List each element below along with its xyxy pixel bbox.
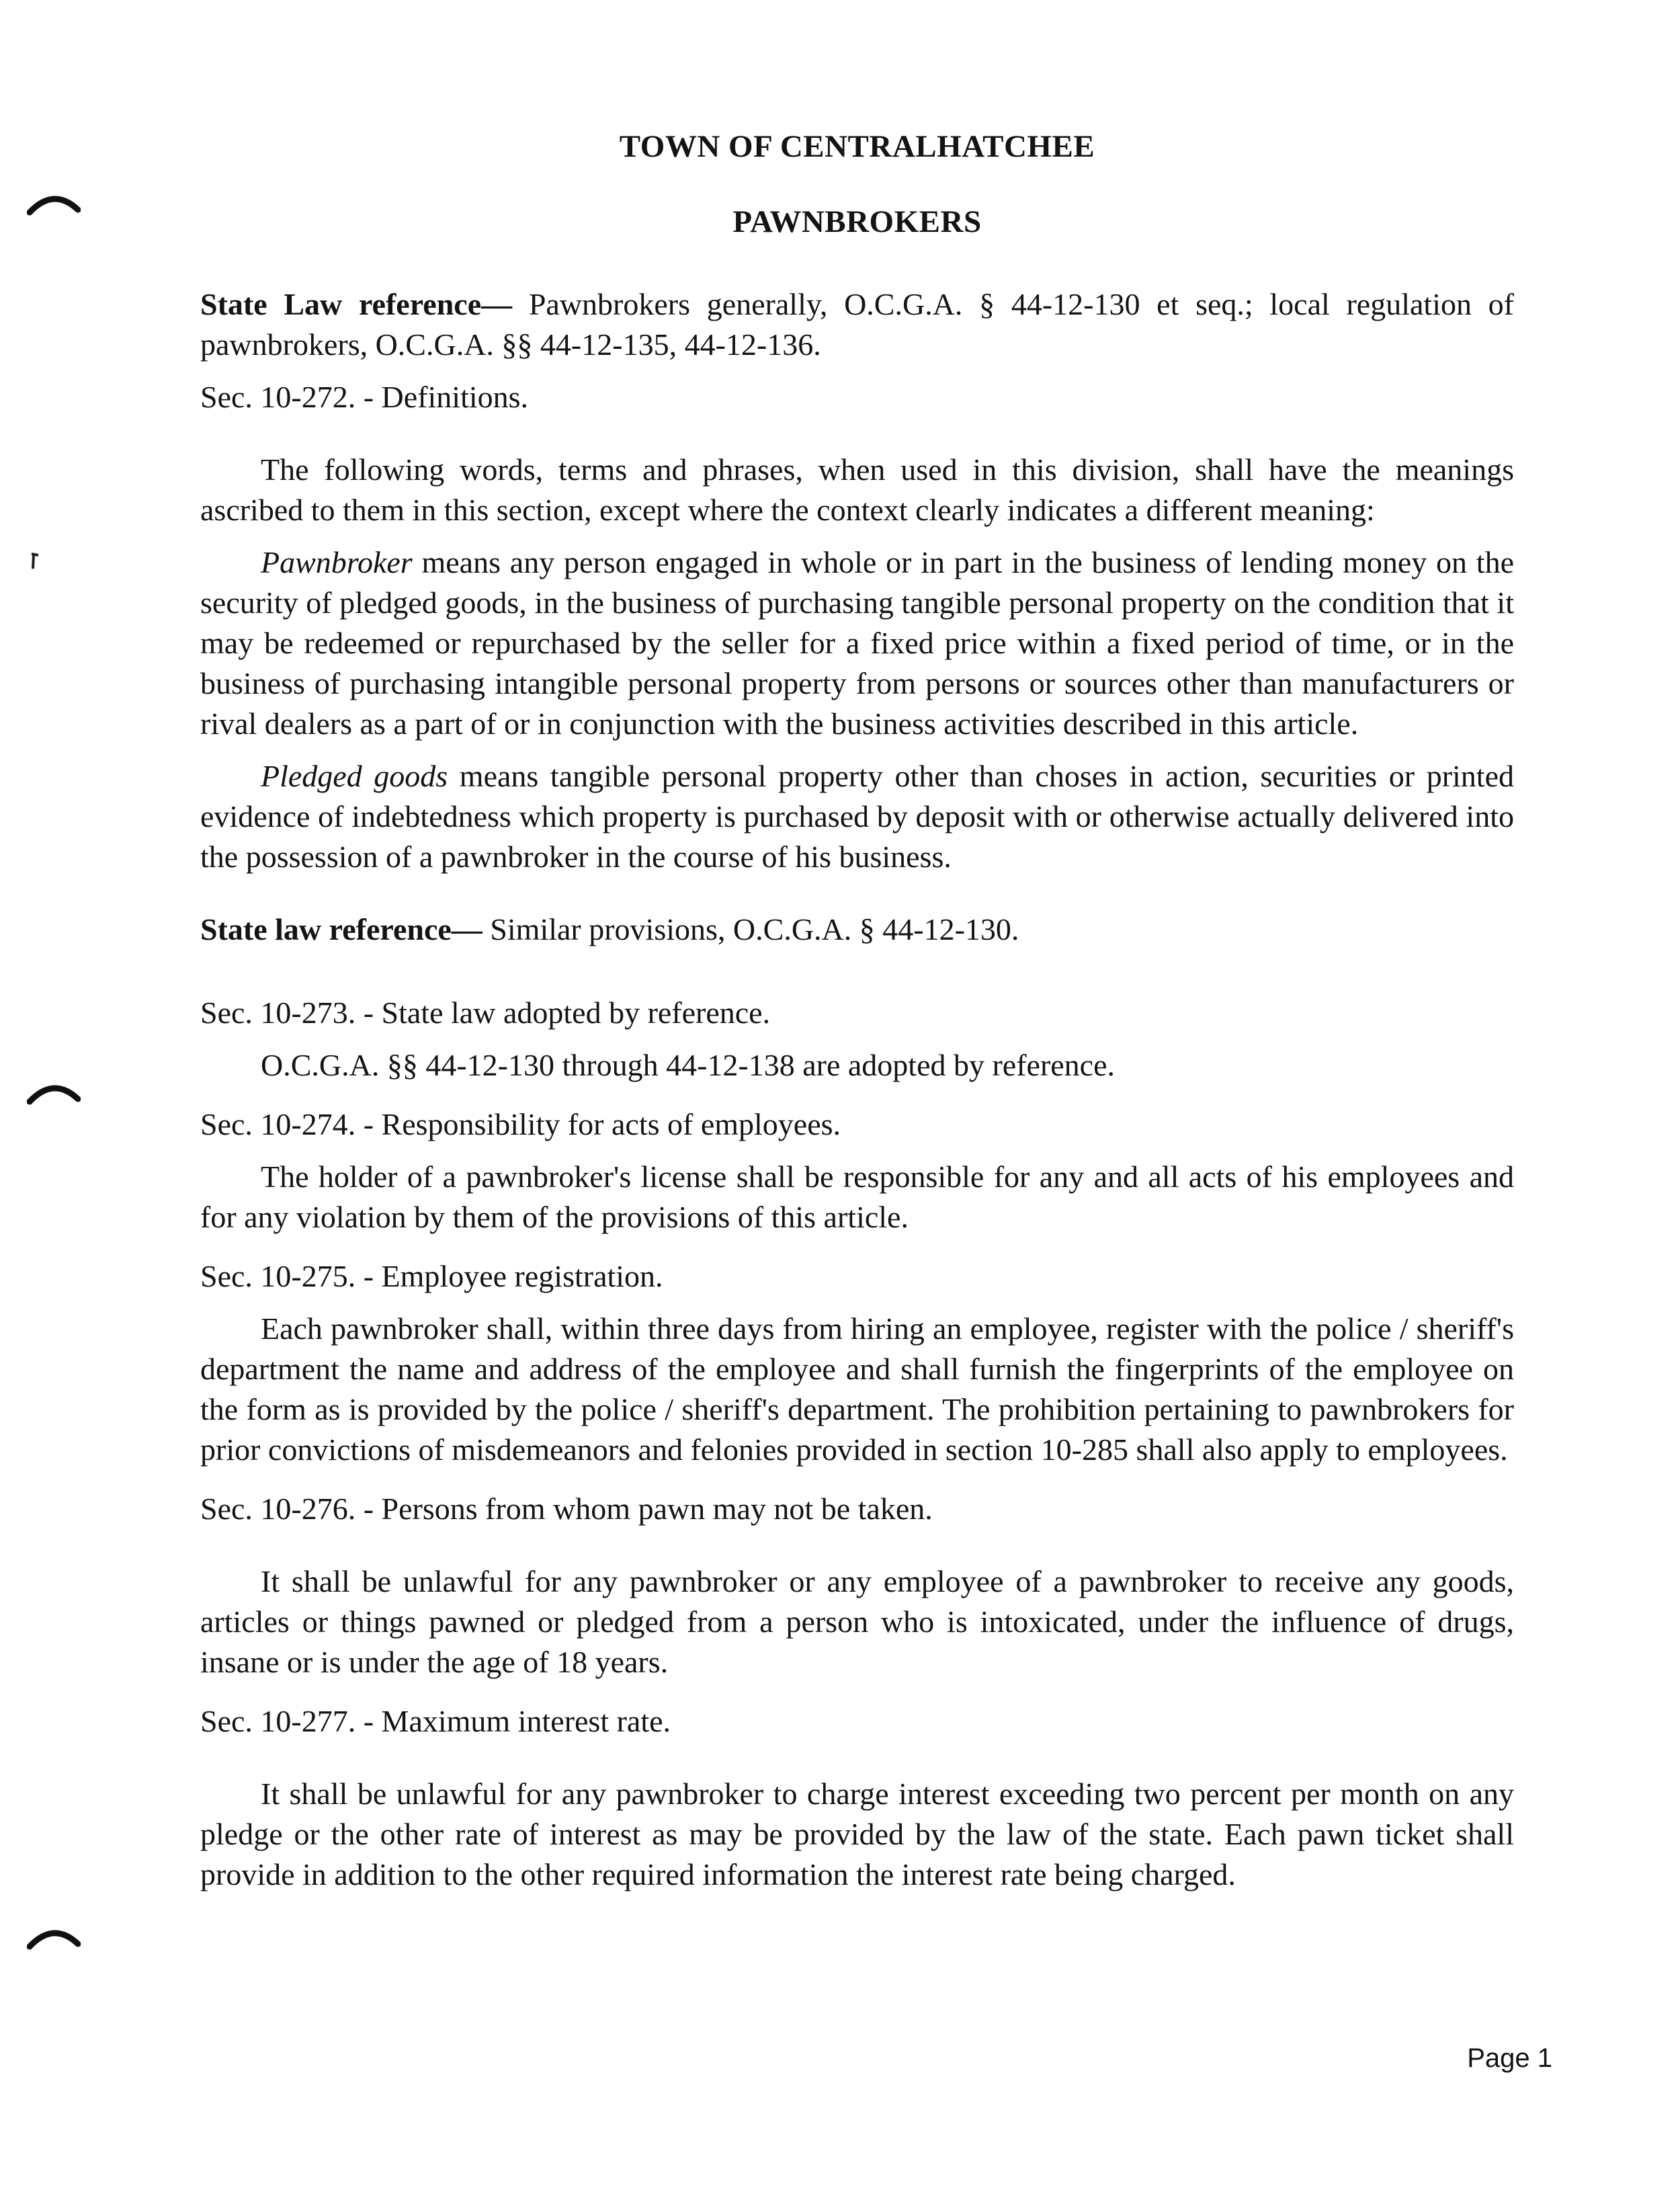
definition-pledged-goods bbox=[200, 756, 1514, 877]
section-heading-10-275: Sec. 10-275. - Employee registration. bbox=[200, 1258, 663, 1293]
document-body bbox=[200, 128, 1514, 1907]
section-heading-10-272: Sec. 10-272. - Definitions. bbox=[200, 379, 529, 414]
section-body-10-275: Each pawnbroker shall, within three days from hiring an employee, register with the police / sheriff's department the name and address of the employee and shall furnish the fingerprints of the employee on the form as is provided by the police / sheriff's department. The prohibition pertaining to pawnbrokers for prior convictions of misdemeanors and felonies provided in section 10-285 shall also apply to employees. bbox=[200, 1311, 1514, 1467]
definition-text: means tangible personal property other than choses in action, securities or printed evidence of indebtedness which property is purchased by deposit with or otherwise actually delivered into the possession of a pawnbroker in the course of his business. bbox=[200, 758, 1514, 874]
scan-speck bbox=[30, 551, 40, 577]
state-law-reference bbox=[200, 909, 1514, 950]
state-law-reference bbox=[200, 284, 1514, 365]
definition-pawnbroker bbox=[200, 542, 1514, 744]
section-heading-10-274: Sec. 10-274. - Responsibility for acts of employees. bbox=[200, 1106, 841, 1141]
reference-text: Pawnbrokers generally, O.C.G.A. § 44-12-130 et seq.; local regulation of pawnbrokers, O.C.G.A. §§ 44-12-135, 44-12-136. bbox=[200, 286, 1515, 362]
section-heading-10-277: Sec. 10-277. - Maximum interest rate. bbox=[200, 1703, 671, 1738]
reference-label: State law reference— bbox=[200, 911, 482, 946]
section-body-10-277: It shall be unlawful for any pawnbroker to charge interest exceeding two percent per month on any pledge or the other rate of interest as may be provided by the law of the state. Each pawn ticket shall provide in addition to the other required information the interest rate being charged. bbox=[200, 1776, 1514, 1891]
definitions-intro: The following words, terms and phrases, when used in this division, shall have the meanings ascribed to them in this section, except where the context clearly indicates a different meaning: bbox=[200, 452, 1514, 527]
binder-punch-mark bbox=[27, 190, 81, 216]
binder-punch-mark bbox=[27, 1079, 81, 1106]
section-heading-10-276: Sec. 10-276. - Persons from whom pawn may not be taken. bbox=[200, 1491, 933, 1526]
town-title: TOWN OF CENTRALHATCHEE bbox=[619, 129, 1095, 164]
page-number: Page 1 bbox=[1467, 2043, 1552, 2073]
reference-text: Similar provisions, O.C.G.A. § 44-12-130. bbox=[482, 911, 1019, 946]
section-body-10-274: The holder of a pawnbroker's license shall be responsible for any and all acts of his employees and for any violation by them of the provisions of this article. bbox=[200, 1159, 1514, 1234]
reference-label: State Law reference— bbox=[200, 286, 513, 321]
defined-term: Pledged goods bbox=[261, 758, 448, 793]
section-body-10-273: O.C.G.A. §§ 44-12-130 through 44-12-138 are adopted by reference. bbox=[261, 1047, 1116, 1082]
section-heading-10-273: Sec. 10-273. - State law adopted by reference. bbox=[200, 995, 771, 1030]
section-body-10-276: It shall be unlawful for any pawnbroker or any employee of a pawnbroker to receive any goods, articles or things pawned or pledged from a person who is intoxicated, under the influence of drugs, insane or is under the age of 18 years. bbox=[200, 1563, 1514, 1679]
defined-term: Pawnbroker bbox=[261, 544, 413, 579]
binder-punch-mark bbox=[27, 1924, 81, 1951]
definition-text: means any person engaged in whole or in part in the business of lending money on the security of pledged goods, in the business of purchasing tangible personal property on the condition that it may be redeemed or repurchased by the seller for a fixed price within a fixed period of time, or in the business of purchasing intangible personal property from persons or sources other than manufacturers or rival dealers as a part of or in conjunction with the business activities described in this article. bbox=[200, 544, 1514, 741]
chapter-title: PAWNBROKERS bbox=[732, 204, 982, 240]
